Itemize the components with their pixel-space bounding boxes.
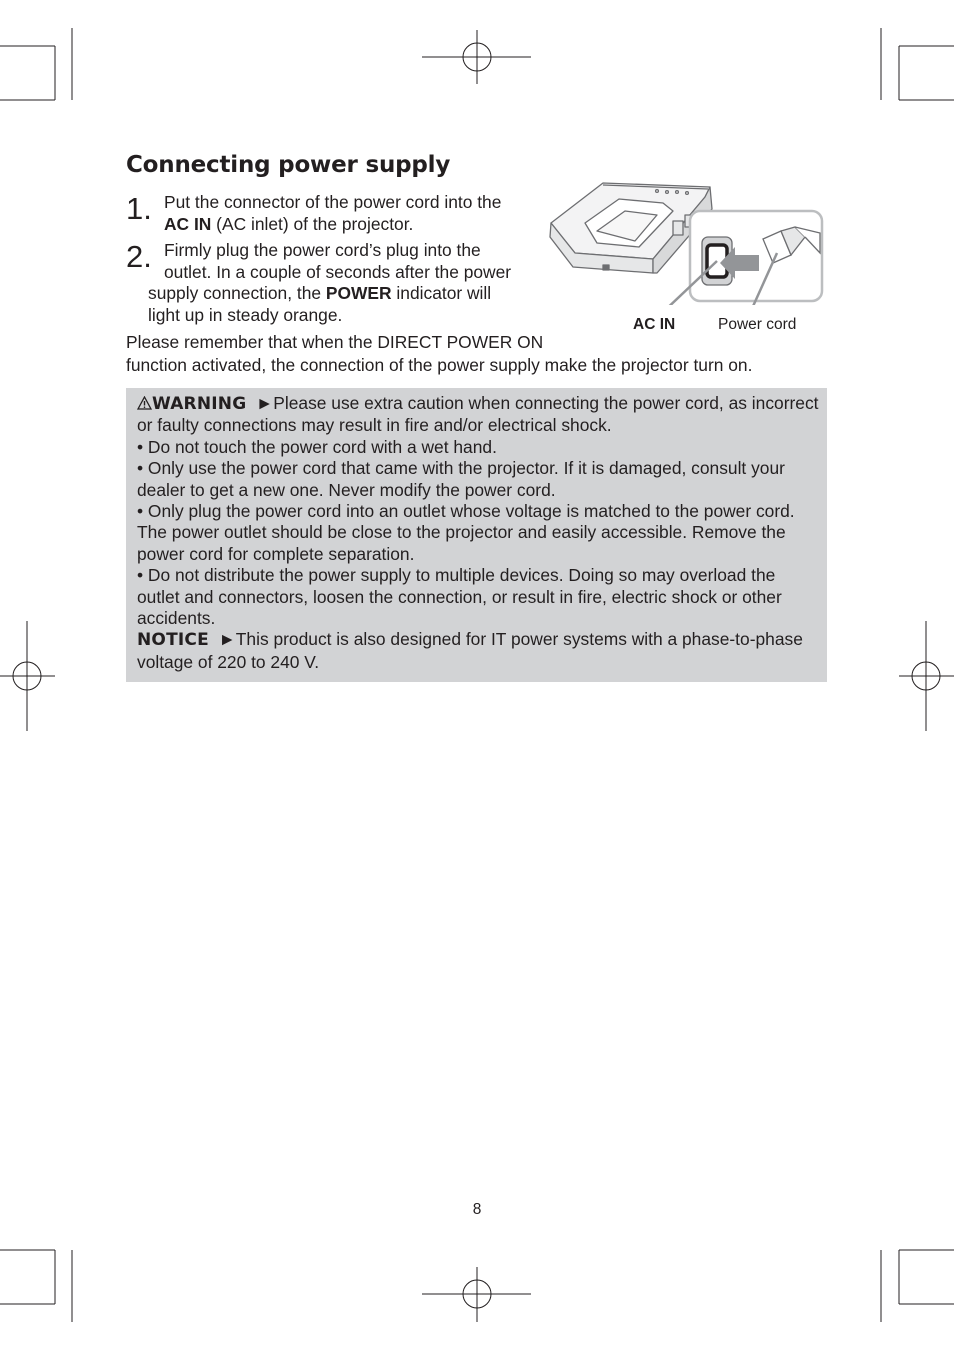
projector-power-illustration bbox=[545, 175, 830, 305]
warning-triangle-icon bbox=[137, 396, 152, 410]
warning-bullet-2: • Only use the power cord that came with the projector. If it is damaged, consult your dealer to get a new one. Never modify the power cord. bbox=[137, 458, 785, 500]
notice-label: NOTICE bbox=[137, 630, 209, 651]
power-term: POWER bbox=[325, 283, 392, 303]
step-1-line-2-rest: (AC inlet) of the projector. bbox=[211, 213, 414, 234]
page-number: 8 bbox=[472, 1201, 482, 1218]
warning-bullet-4: • Do not distribute the power supply to multiple devices. Doing so may overload the outlet and connectors, loosen the connection, or result in fire, electric shock or other accidents. bbox=[137, 565, 782, 629]
step-2-line-3-post: indicator will bbox=[391, 283, 492, 303]
warning-bullet-1: • Do not touch the power cord with a wet hand. bbox=[137, 436, 497, 457]
ac-in-term: AC IN bbox=[164, 213, 212, 234]
step-2-line-4: light up in steady orange. bbox=[148, 304, 343, 325]
warning-arrow-icon: ► bbox=[256, 393, 274, 413]
warning-text bbox=[137, 393, 822, 673]
step-2-text-top bbox=[164, 240, 564, 283]
step-1-text bbox=[164, 192, 554, 235]
step-2-line-1: Firmly plug the power cord’s plug into the bbox=[164, 240, 481, 260]
step-1-line-1: Put the connector of the power cord into the bbox=[164, 192, 502, 212]
warning-intro bbox=[137, 393, 822, 437]
step-2-text-bottom bbox=[148, 283, 568, 326]
step-2-line-3-pre: supply connection, the bbox=[148, 283, 326, 303]
warning-label: WARNING bbox=[152, 394, 247, 414]
remember-line-2: function activated, the connection of the power supply make the projector turn on. bbox=[126, 355, 753, 375]
label-ac-in: AC IN bbox=[633, 316, 676, 333]
warning-intro-text: Please use extra caution when connecting the power cord, as incorrect or faulty connections may result in fire and/or electrical shock. bbox=[137, 393, 819, 436]
remember-line-1: Please remember that when the DIRECT POWER ON bbox=[126, 332, 544, 352]
step-1-number: 1. bbox=[126, 191, 152, 226]
notice-paragraph bbox=[137, 629, 822, 673]
step-1-line-2 bbox=[164, 214, 554, 236]
label-power-cord: Power cord bbox=[718, 316, 797, 333]
step-2-line-2: outlet. In a couple of seconds after the power bbox=[164, 261, 512, 282]
warning-bullet-3: • Only plug the power cord into an outlet whose voltage is matched to the power cord. The power outlet should be close to the projector and easily accessible. Remove the power cord for complete separation. bbox=[137, 501, 795, 564]
step-2-line-3 bbox=[148, 283, 568, 305]
notice-text: This product is also designed for IT power systems with a phase-to-phase voltage of 220 to 240 V. bbox=[137, 629, 803, 672]
notice-arrow-icon: ► bbox=[218, 629, 236, 650]
step-2-number: 2. bbox=[126, 239, 152, 274]
page-title: Connecting power supply bbox=[126, 152, 451, 178]
